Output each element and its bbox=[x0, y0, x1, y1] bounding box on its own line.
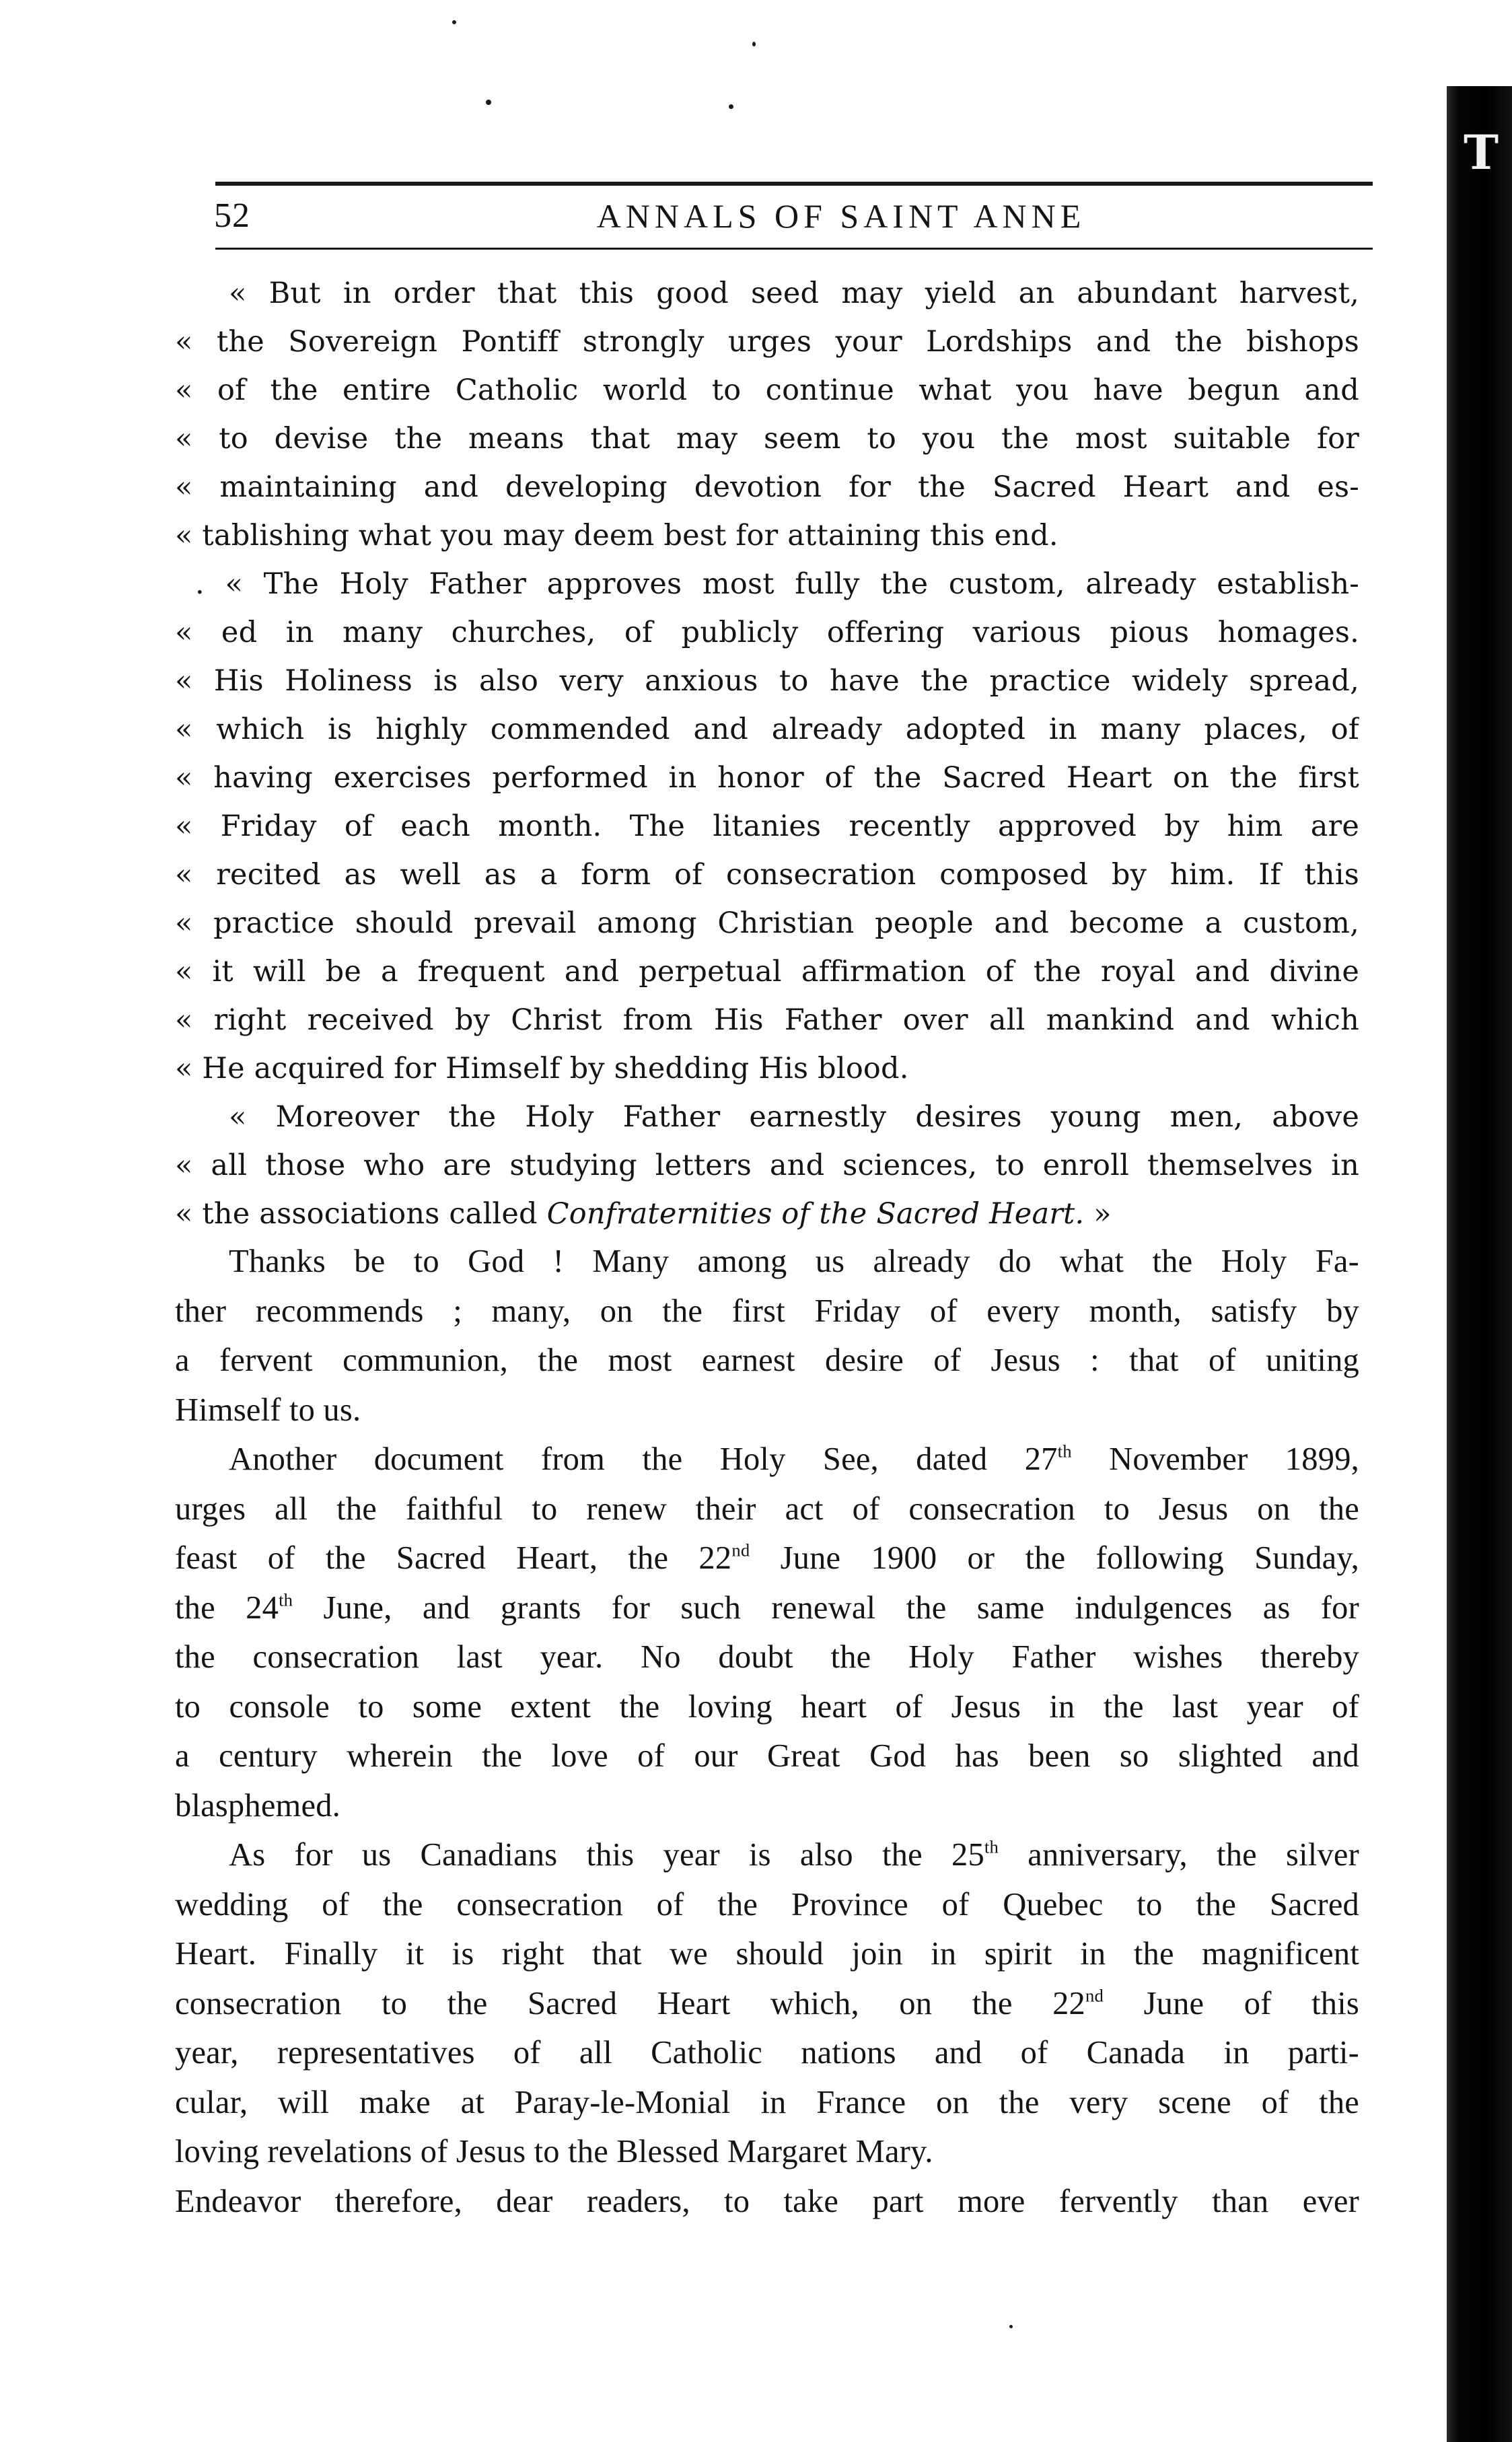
print-speck bbox=[1009, 2325, 1013, 2328]
text-line bbox=[175, 2028, 1359, 2078]
text-run: « His Holiness is also very anxious to have the practice widely spread, bbox=[175, 664, 1359, 698]
text-run: the consecration last year. No doubt the Holy Father wishes thereby bbox=[175, 1639, 1359, 1675]
text-run: ther recommends ; many, on the first Friday of every month, satisfy by bbox=[175, 1293, 1359, 1329]
text-line bbox=[175, 1830, 1359, 1880]
text-run: « the associations called bbox=[175, 1197, 547, 1231]
text-run: blasphemed. bbox=[175, 1787, 340, 1824]
text-run: to console to some extent the loving heart of Jesus in the last year of bbox=[175, 1688, 1359, 1725]
header-rule-bottom bbox=[215, 248, 1373, 250]
text-line bbox=[175, 463, 1359, 511]
text-run: Another document from the Holy See, dated 27 bbox=[229, 1441, 1058, 1477]
text-line bbox=[175, 318, 1359, 366]
print-speck bbox=[452, 20, 456, 24]
text-line bbox=[175, 366, 1359, 415]
text-run: a century wherein the love of our Great God has been so slighted and bbox=[175, 1738, 1359, 1774]
header-rule-top bbox=[215, 182, 1373, 186]
ordinal-suffix: th bbox=[279, 1589, 293, 1610]
text-line bbox=[175, 1435, 1359, 1484]
text-run: « to devise the means that may seem to you the most suitable for bbox=[175, 422, 1359, 456]
text-line bbox=[175, 1632, 1359, 1682]
text-line bbox=[175, 1237, 1359, 1287]
ordinal-suffix: nd bbox=[731, 1540, 750, 1560]
text-run: « right received by Christ from His Father over all mankind and which bbox=[175, 1003, 1359, 1037]
text-run: As for us Canadians this year is also the 25 bbox=[229, 1837, 984, 1873]
text-run: feast of the Sacred Heart, the 22 bbox=[175, 1540, 732, 1576]
text-run: « it will be a frequent and perpetual affirmation of the royal and divine bbox=[175, 955, 1359, 989]
text-run: Thanks be to God ! Many among us already do what the Holy Fa- bbox=[229, 1244, 1359, 1279]
text-line bbox=[175, 1534, 1359, 1583]
text-run: « Friday of each month. The litanies recently approved by him are bbox=[175, 810, 1359, 843]
text-run: urges all the faithful to renew their act of consecration to Jesus on the bbox=[175, 1491, 1359, 1527]
ordinal-suffix: nd bbox=[1085, 1984, 1104, 2005]
text-line bbox=[175, 1141, 1359, 1190]
text-line bbox=[175, 608, 1359, 657]
text-run: June of this bbox=[1104, 1985, 1359, 2021]
ordinal-suffix: th bbox=[1057, 1441, 1072, 1462]
ordinal-suffix: th bbox=[984, 1836, 999, 1857]
text-run: « recited as well as a form of consecration composed by him. If this bbox=[175, 858, 1359, 892]
text-run: consecration to the Sacred Heart which, on the 22 bbox=[175, 1985, 1085, 2021]
text-run: year, representatives of all Catholic nations and of Canada in parti- bbox=[175, 2035, 1359, 2071]
print-speck bbox=[729, 104, 733, 109]
text-line bbox=[175, 1386, 1359, 1435]
text-line bbox=[175, 1682, 1359, 1732]
text-line bbox=[175, 1781, 1359, 1831]
text-run: « ed in many churches, of publicly offering various pious homages. bbox=[175, 616, 1359, 649]
text-line bbox=[175, 269, 1359, 318]
print-speck bbox=[486, 100, 491, 105]
print-speck bbox=[752, 42, 756, 46]
text-line bbox=[175, 899, 1359, 947]
text-line bbox=[175, 657, 1359, 705]
text-line bbox=[175, 1287, 1359, 1336]
text-line bbox=[175, 1929, 1359, 1979]
text-run: June 1900 or the following Sunday, bbox=[750, 1540, 1359, 1576]
text-line bbox=[175, 802, 1359, 851]
text-run: anniversary, the silver bbox=[999, 1837, 1359, 1873]
text-run: « having exercises performed in honor of the Sacred Heart on the first bbox=[175, 761, 1359, 795]
text-line bbox=[175, 2177, 1359, 2227]
text-run: « maintaining and developing devotion for the Sacred Heart and es- bbox=[175, 470, 1359, 504]
text-line bbox=[175, 560, 1359, 608]
text-run: » bbox=[1084, 1197, 1112, 1231]
text-run: « which is highly commended and already adopted in many places, of bbox=[175, 713, 1359, 746]
text-run: « practice should prevail among Christian people and become a custom, bbox=[175, 906, 1359, 940]
text-run: « the Sovereign Pontiff strongly urges your Lordships and the bishops bbox=[175, 325, 1359, 359]
page-number: 52 bbox=[214, 196, 250, 235]
text-run: the 24 bbox=[175, 1589, 279, 1626]
italic-title: Confraternities of the Sacred Heart. bbox=[546, 1197, 1085, 1231]
text-run: Heart. Finally it is right that we should join in spirit in the magnificent bbox=[175, 1936, 1359, 1972]
text-line bbox=[175, 1880, 1359, 1930]
text-run: a fervent communion, the most earnest desire of Jesus : that of uniting bbox=[175, 1342, 1359, 1378]
text-line bbox=[175, 1979, 1359, 2029]
book-spine-shadow bbox=[1447, 86, 1512, 2442]
text-line bbox=[175, 1583, 1359, 1633]
text-line bbox=[175, 1484, 1359, 1534]
text-run: Endeavor therefore, dear readers, to take part more fervently than ever bbox=[175, 2183, 1359, 2219]
text-run: « But in order that this good seed may yield an abundant harvest, bbox=[229, 277, 1359, 310]
text-line bbox=[175, 1044, 1359, 1093]
spine-mark: T bbox=[1463, 124, 1499, 180]
text-line bbox=[175, 2078, 1359, 2128]
text-line bbox=[175, 1190, 1359, 1238]
text-run: « Moreover the Holy Father earnestly desires young men, above bbox=[229, 1100, 1359, 1134]
text-line bbox=[175, 1731, 1359, 1781]
text-run: loving revelations of Jesus to the Blessed Margaret Mary. bbox=[175, 2134, 933, 2169]
text-line bbox=[175, 2127, 1359, 2177]
text-run: « all those who are studying letters and sciences, to enroll themselves in bbox=[175, 1149, 1359, 1182]
text-line bbox=[175, 1093, 1359, 1141]
text-run: . « The Holy Father approves most fully the custom, already establish- bbox=[195, 567, 1359, 601]
text-run: Himself to us. bbox=[175, 1392, 361, 1428]
text-run: « of the entire Catholic world to continue what you have begun and bbox=[175, 373, 1359, 407]
text-line bbox=[175, 851, 1359, 899]
text-line bbox=[175, 996, 1359, 1044]
text-line bbox=[175, 511, 1359, 560]
text-run: « He acquired for Himself by shedding His blood. bbox=[175, 1052, 909, 1085]
text-line bbox=[175, 1336, 1359, 1386]
text-run: November 1899, bbox=[1071, 1441, 1359, 1477]
running-head: ANNALS OF SAINT ANNE bbox=[596, 197, 1086, 235]
text-line bbox=[175, 947, 1359, 996]
text-run: wedding of the consecration of the Province of Quebec to the Sacred bbox=[175, 1886, 1359, 1923]
text-line bbox=[175, 705, 1359, 754]
text-line bbox=[175, 415, 1359, 463]
text-run: « tablishing what you may deem best for attaining this end. bbox=[175, 519, 1058, 552]
text-run: June, and grants for such renewal the same indulgences as for bbox=[293, 1589, 1359, 1626]
text-line bbox=[175, 754, 1359, 802]
text-run: cular, will make at Paray-le-Monial in France on the very scene of the bbox=[175, 2084, 1359, 2120]
